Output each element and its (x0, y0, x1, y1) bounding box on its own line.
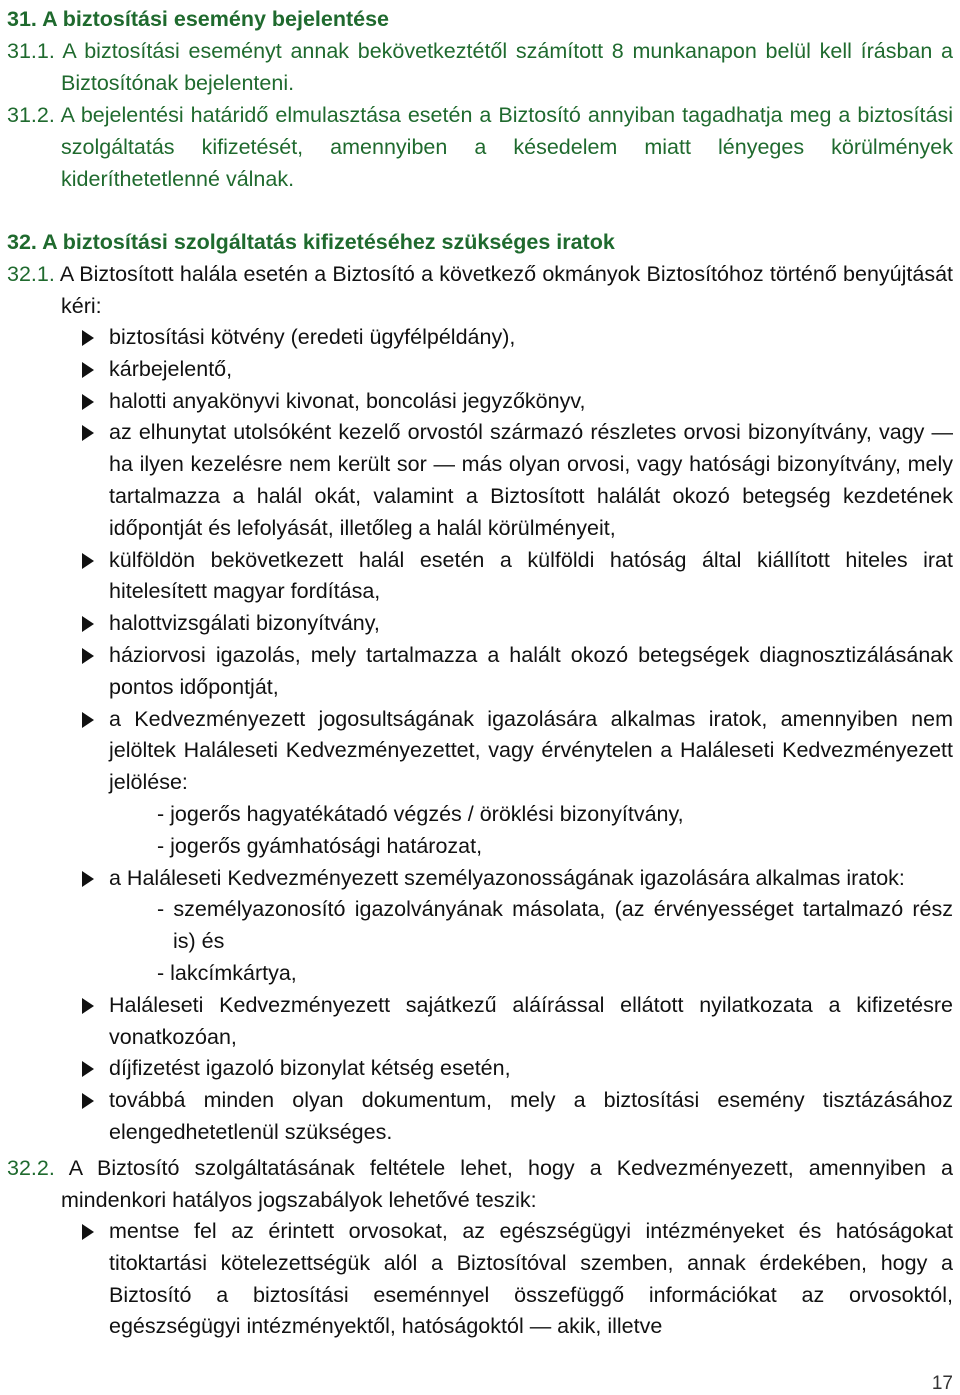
section-31-heading: 31. A biztosítási esemény bejelentése (7, 7, 389, 31)
sub-list-item: - jogerős hagyatékátadó végzés / öröklési bizonyítvány, (157, 801, 684, 826)
list-item: külföldön bekövetkezett halál esetén a külföldi hatóság által kiállított hiteles irat hitelesített magyar fordítása, (0, 545, 953, 609)
paragraph-32-1 (7, 258, 953, 322)
triangle-bullet-icon (82, 425, 94, 441)
triangle-bullet-icon (82, 1061, 94, 1077)
triangle-bullet-icon (82, 616, 94, 632)
triangle-bullet-icon (82, 330, 94, 346)
list-item: halotti anyakönyvi kivonat, boncolási jegyzőkönyv, (0, 386, 953, 418)
paragraph-number: 31.2. (7, 103, 55, 127)
paragraph-text: A biztosítási eseményt annak bekövetkeztétől számított 8 munkanapon belül kell írásban a Biztosítónak bejelenteni. (61, 39, 953, 95)
list-item: kárbejelentő, (0, 354, 953, 386)
page-number: 17 (931, 1373, 953, 1394)
paragraph-number: 32.1. (7, 262, 55, 286)
paragraph-32-2 (7, 1152, 953, 1216)
section-32-heading: 32. A biztosítási szolgáltatás kifizetéséhez szükséges iratok (7, 230, 615, 254)
triangle-bullet-icon (82, 998, 94, 1014)
list-item: biztosítási kötvény (eredeti ügyfélpéldány), (0, 322, 953, 354)
sub-list-item: - lakcímkártya, (157, 960, 297, 985)
list-item: háziorvosi igazolás, mely tartalmazza a halált okozó betegségek diagnosztizálásának pontos időpontját, (0, 640, 953, 704)
paragraph-31-1 (7, 35, 953, 99)
triangle-bullet-icon (82, 712, 94, 728)
paragraph-number: 31.1. (7, 39, 55, 63)
triangle-bullet-icon (82, 1093, 94, 1109)
list-item: mentse fel az érintett orvosokat, az egészségügyi intézményeket és hatóságokat titoktartási kötelezettségük alól a Biztosítóval szemben, annak érdekében, hogy a Biztosító a biztosítási eseménnyel összefüggő információkat az orvosoktól, egészségügyi intézményektől, hatóságoktól — akik, illetve (0, 1216, 953, 1343)
sub-list-item: - személyazonosító igazolványának másolata, (az érvényességet tartalmazó rész is) és (157, 897, 953, 954)
triangle-bullet-icon (82, 1224, 94, 1240)
paragraph-text: A bejelentési határidő elmulasztása esetén a Biztosító annyiban tagadhatja meg a biztosítási szolgáltatás kifizetését, amennyiben a késedelem miatt lényeges körülmények kideríthetetlenné válnak. (60, 103, 953, 191)
triangle-bullet-icon (82, 553, 94, 569)
list-item: továbbá minden olyan dokumentum, mely a biztosítási esemény tisztázásához elengedhetetlenül szükséges. (0, 1085, 953, 1149)
paragraph-number: 32.2. (7, 1156, 55, 1180)
list-item: a Haláleseti Kedvezményezett személyazonosságának igazolására alkalmas iratok: - személyazonosító igazolványának másolata, (az érvényességet tartalmazó rész is) és - lakcímkártya, (0, 863, 953, 990)
list-item: halottvizsgálati bizonyítvány, (0, 608, 953, 640)
list-item: a Kedvezményezett jogosultságának igazolására alkalmas iratok, amennyiben nem jelöltek Haláleseti Kedvezményezettet, vagy érvénytelen a Haláleseti Kedvezményezett jelölése: - jogerős hagyatékátadó végzés / öröklési bizonyítvány, - jogerős gyámhatósági határozat, (0, 704, 953, 863)
paragraph-31-2 (7, 99, 953, 195)
sub-list-item: - jogerős gyámhatósági határozat, (157, 833, 483, 858)
triangle-bullet-icon (82, 871, 94, 887)
paragraph-text: A Biztosító szolgáltatásának feltétele lehet, hogy a Kedvezményezett, amennyiben a mindenkori hatályos jogszabályok lehetővé teszik: (61, 1156, 953, 1212)
list-item: Haláleseti Kedvezményezett sajátkezű aláírással ellátott nyilatkozata a kifizetésre vonatkozóan, (0, 990, 953, 1054)
list-item: díjfizetést igazoló bizonylat kétség esetén, (0, 1053, 953, 1085)
triangle-bullet-icon (82, 648, 94, 664)
paragraph-text: A Biztosított halála esetén a Biztosító a következő okmányok Biztosítóhoz történő benyújtását kéri: (59, 262, 953, 318)
triangle-bullet-icon (82, 394, 94, 410)
condition-list (0, 1216, 953, 1343)
list-item: az elhunytat utolsóként kezelő orvostól származó részletes orvosi bizonyítvány, vagy — ha ilyen kezelésre nem került sor — más olyan orvosi, vagy hatósági bizonyítvány, mely tartalmazza a halál okát, valamint a Biztosított halálát okozó betegség kezdetének időpontját és lefolyását, illetőleg a halál körülményeit, (0, 417, 953, 544)
required-documents-list (0, 322, 953, 1149)
triangle-bullet-icon (82, 362, 94, 378)
